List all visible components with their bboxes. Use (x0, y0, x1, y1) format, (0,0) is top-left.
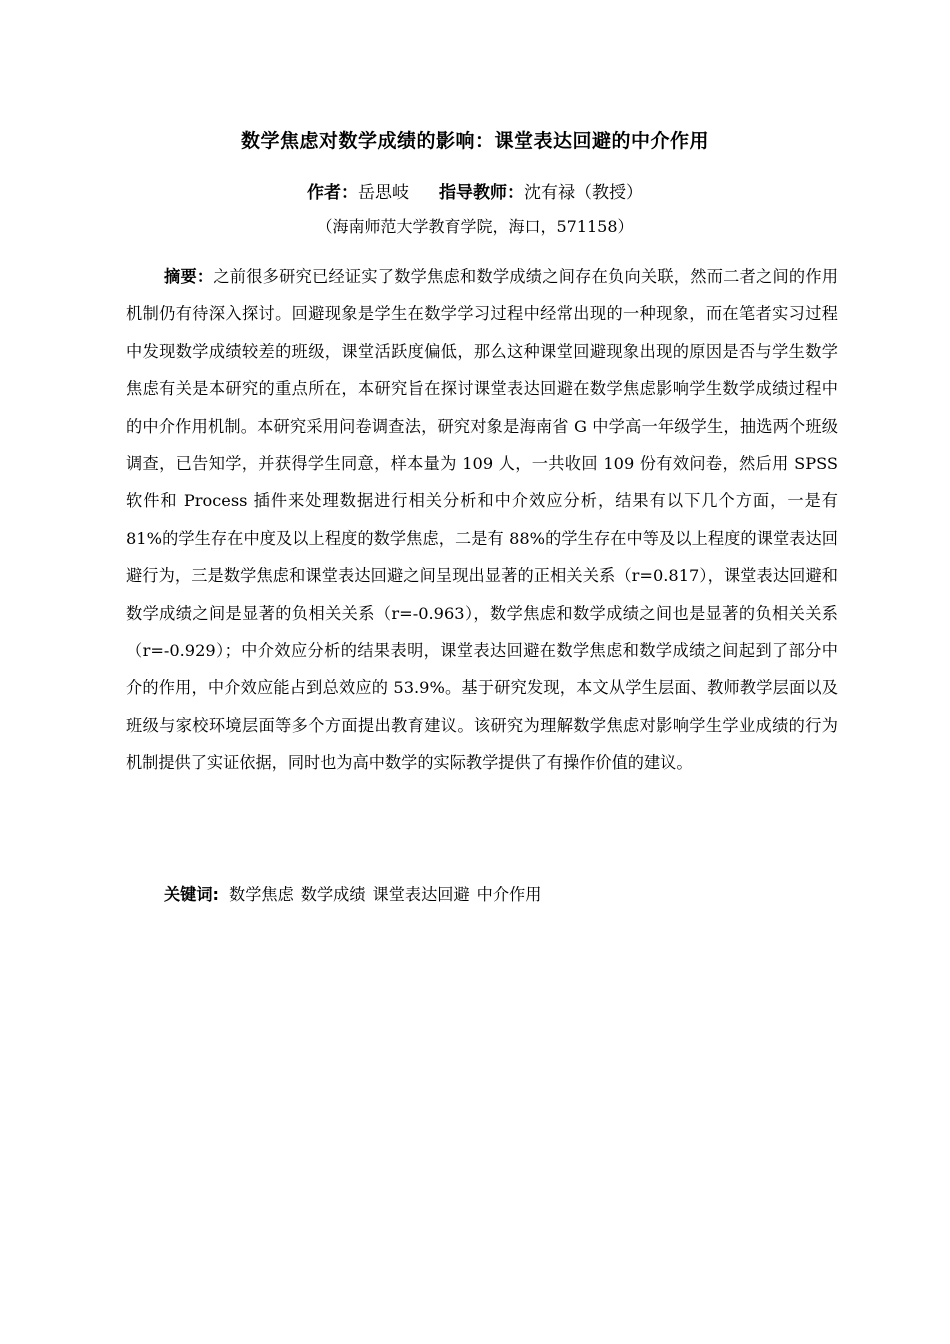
author-name: 岳思岐 (358, 183, 409, 203)
keyword: 中介作用 (476, 885, 542, 904)
paper-title: 数学焦虑对数学成绩的影响：课堂表达回避的中介作用 (240, 130, 709, 152)
abstract-label: 摘要： (164, 267, 214, 286)
affiliation: （海南师范大学教育学院，海口，571158） (316, 217, 634, 236)
keyword: 课堂表达回避 (372, 885, 470, 904)
abstract-text: 之前很多研究已经证实了数学焦虑和数学成绩之间存在负向关联，然而二者之间的作用机制仍有待深入探讨。回避现象是学生在数学学习过程中经常出现的一种现象，而在笔者实习过程中发现数学成绩较差的班级，课堂活跃度偏低，那么这种课堂回避现象出现的原因是否与学生数学焦虑有关是本研究的重点所在，本研究旨在探讨课堂表达回避在数学焦虑影响学生数学成绩过程中的中介作用机制。本研究采用问卷调查法，研究对象是海南省 G 中学高一年级学生，抽选两个班级调查，已告知学，并获得学生同意，样本量为 109 人，一共收回 109 份有效问卷，然后用 SPSS 软件和 Process 插件来处理数据进行相关分析和中介效应分析，结果有以下几个方面，一是有 81%的学生存在中度及以上程度的数学焦虑，二是有 88%的学生存在中等及以上程度的课堂表达回避行为，三是数学焦虑和课堂表达回避之间呈现出显著的正相关关系（r=0.817），课堂表达回避和数学成绩之间是显著的负相关关系（r=-0.963），数学焦虑和数学成绩之间也是显著的负相关关系（r=-0.929）；中介效应分析的结果表明，课堂表达回避在数学焦虑和数学成绩之间起到了部分中介的作用，中介效应能占到总效应的 53.9%。基于研究发现，本文从学生层面、教师教学层面以及班级与家校环境层面等多个方面提出教育建议。该研究为理解数学焦虑对影响学生学业成绩的行为机制提供了实证依据，同时也为高中数学的实际教学提供了有操作价值的建议。 (126, 267, 839, 773)
advisor-name: 沈有禄（教授） (524, 183, 643, 203)
abstract (126, 258, 838, 782)
keywords-label: 关键词: (164, 885, 220, 904)
advisor-label: 指导教师： (439, 183, 524, 203)
keywords (164, 881, 548, 905)
keyword: 数学成绩 (300, 885, 366, 904)
keyword: 数学焦虑 (229, 885, 294, 904)
author-line (0, 178, 950, 203)
author-label: 作者： (307, 183, 358, 203)
